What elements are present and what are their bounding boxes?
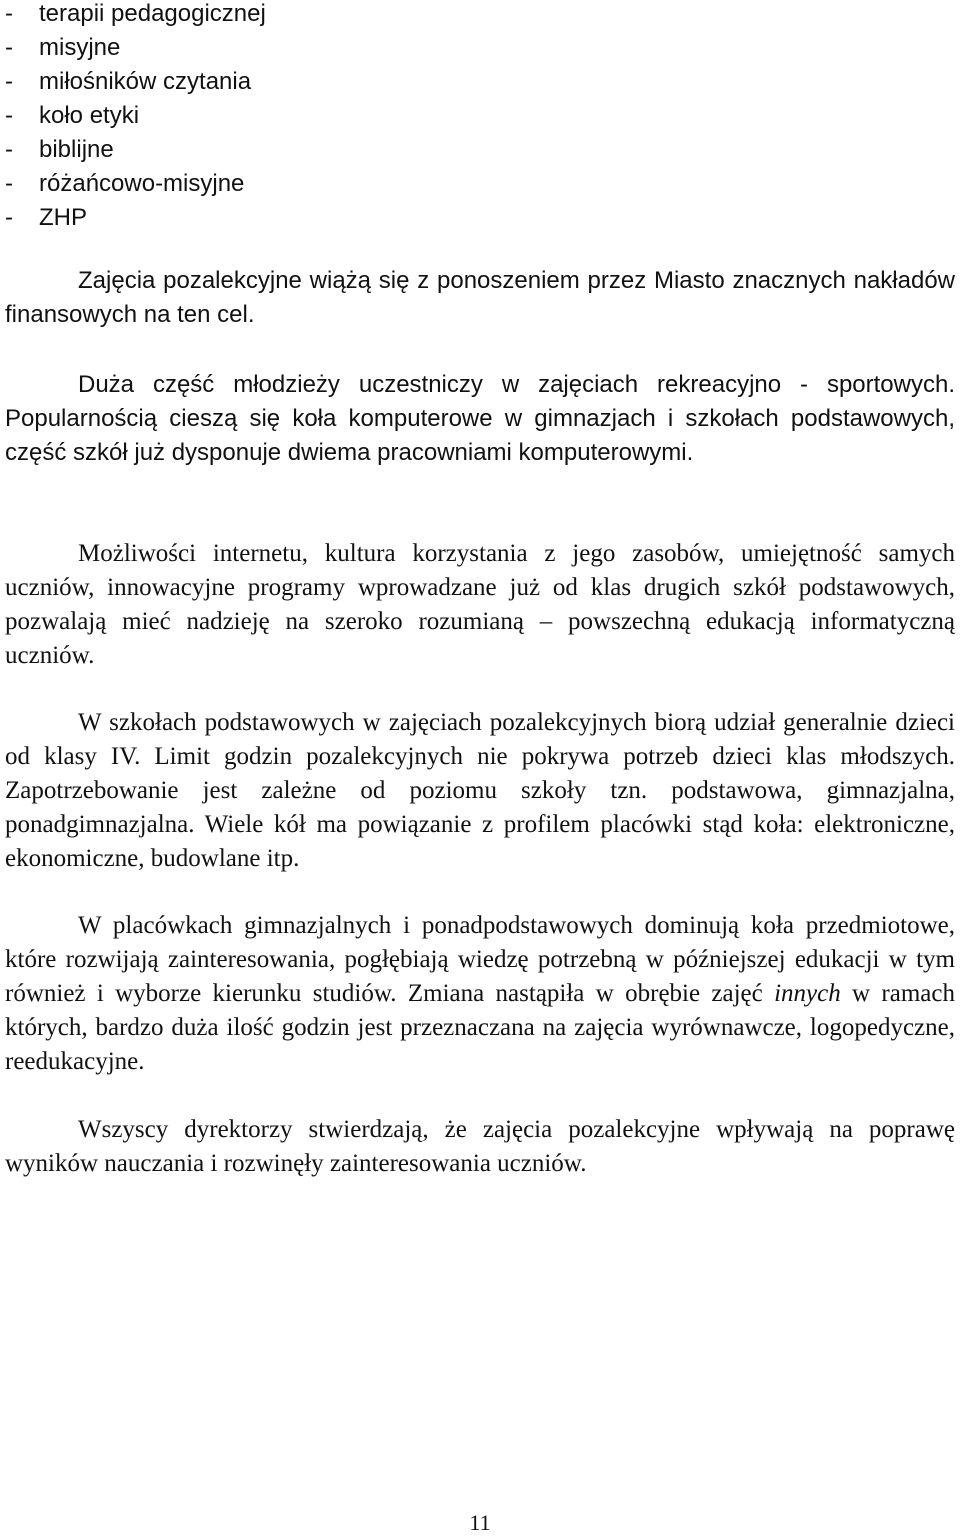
- activity-list: [5, 0, 266, 235]
- list-item-text: miłośników czytania: [39, 68, 252, 95]
- list-dash: -: [5, 170, 13, 197]
- list-dash: -: [5, 0, 13, 27]
- list-item-text: terapii pedagogicznej: [39, 0, 266, 27]
- list-item: [5, 65, 266, 99]
- list-item: [5, 201, 266, 235]
- list-item-text: różańcowo-misyjne: [39, 170, 245, 197]
- list-dash: -: [5, 136, 13, 163]
- list-item: [5, 31, 266, 65]
- list-dash: -: [5, 34, 13, 61]
- paragraph-primary-schools: W szkołach podstawowych w zajęciach pozalekcyjnych biorą udział generalnie dzieci od klasy IV. Limit godzin pozalekcyjnych nie pokrywa potrzeb dzieci klas młodszych. Zapotrzebowanie jest zależne od poziomu szkoły tzn. podstawowa, gimnazjalna, ponadgimnazjalna. Wiele kół ma powiązanie z profilem placówki stąd koła: elektroniczne, ekonomiczne, budowlane itp.: [5, 709, 955, 872]
- paragraph-text: w ramach których, bardzo duża ilość godzin jest przeznaczana na zajęcia wyrównawcze, logopedyczne, reedukacyjne.: [5, 980, 955, 1075]
- paragraph-costs: Zajęcia pozalekcyjne wiążą się z ponoszeniem przez Miasto znacznych nakładów finansowych na ten cel.: [5, 267, 955, 328]
- list-item: [5, 133, 266, 167]
- paragraph-text: W placówkach gimnazjalnych i ponadpodstawowych dominują koła przedmiotowe, które rozwijają zainteresowania, pogłębiają wiedzę potrzebną w późniejszej edukacji w tym również i wyborze kierunku studiów. Zmiana nastąpiła w obrębie zajęć: [5, 912, 955, 1007]
- list-dash: -: [5, 102, 13, 129]
- list-item-text: koło etyki: [39, 102, 140, 129]
- list-dash: -: [5, 204, 13, 231]
- list-item: [5, 99, 266, 133]
- list-item-text: misyjne: [39, 34, 121, 61]
- paragraph-sports: Duża część młodzieży uczestniczy w zajęciach rekreacyjno - sportowych. Popularnością cieszą się koła komputerowe w gimnazjach i szkołach podstawowych, część szkół już dysponuje dwiema pracowniami komputerowymi.: [5, 371, 955, 466]
- page-number: 11: [469, 1510, 491, 1535]
- list-item: [5, 0, 266, 31]
- paragraph-internet: Możliwości internetu, kultura korzystania z jego zasobów, umiejętność samych uczniów, innowacyjne programy wprowadzane już od klas drugich szkół podstawowych, pozwalają mieć nadzieję na szeroko rozumianą – powszechną edukacją informatyczną uczniów.: [5, 540, 955, 669]
- list-item: [5, 167, 266, 201]
- paragraph-secondary-schools: [5, 909, 955, 1079]
- paragraph-directors: Wszyscy dyrektorzy stwierdzają, że zajęcia pozalekcyjne wpływają na poprawę wyników nauczania i rozwinęły zainteresowania uczniów.: [5, 1116, 955, 1177]
- list-dash: -: [5, 68, 13, 95]
- italic-term: innych: [774, 980, 841, 1007]
- list-item-text: biblijne: [39, 136, 114, 163]
- list-item-text: ZHP: [39, 204, 87, 231]
